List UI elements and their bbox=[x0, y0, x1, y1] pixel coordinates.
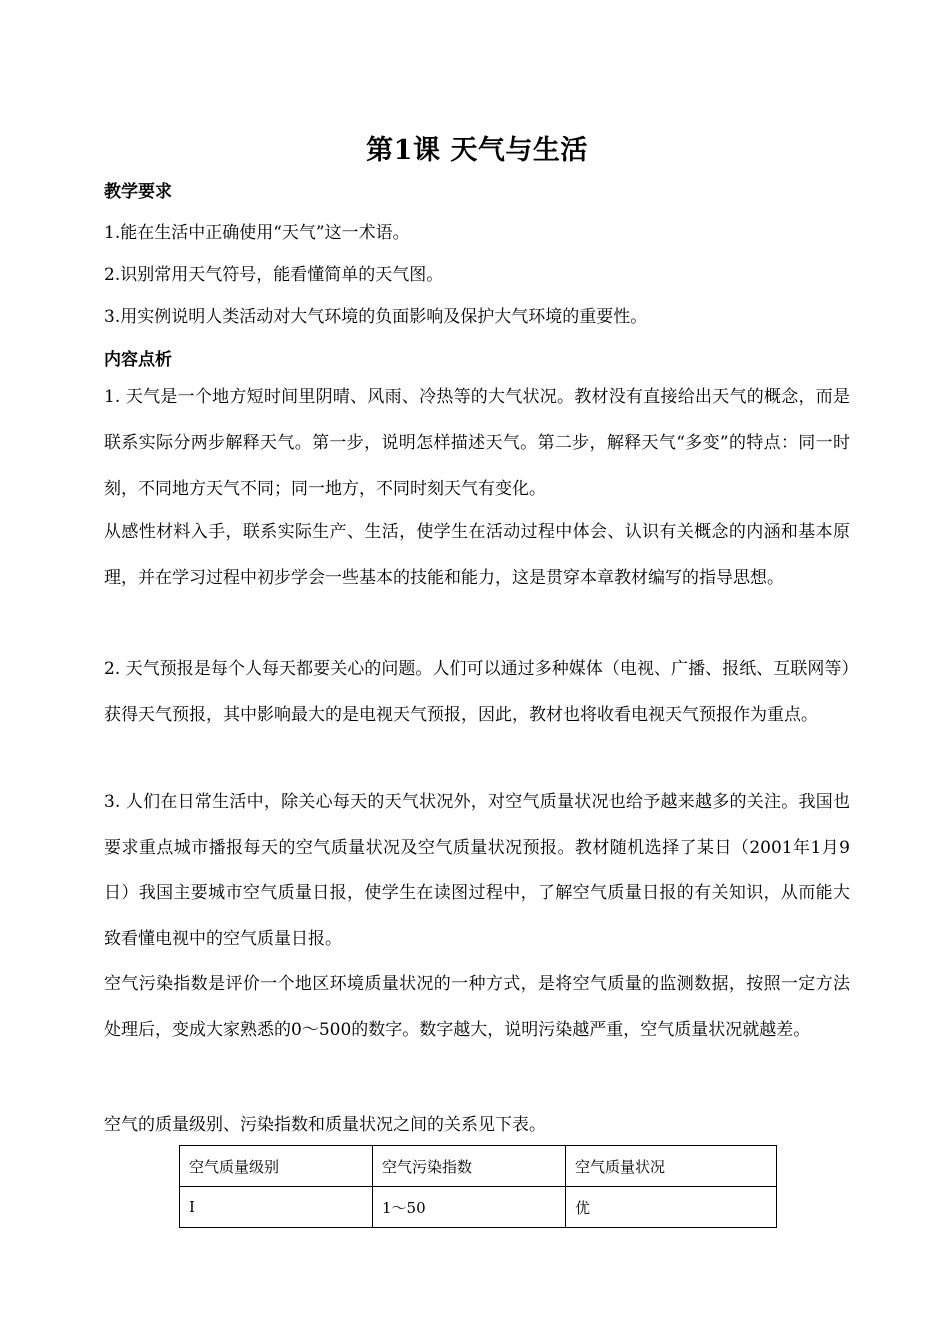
table-header-cell: 空气污染指数 bbox=[373, 1146, 566, 1187]
paragraph-teaching-principle: 从感性材料入手，联系实际生产、生活，使学生在活动过程中体会、认识有关概念的内涵和基本原理，并在学习过程中初步学会一些基本的技能和能力，这是贯穿本章教材编写的指导思想。 bbox=[104, 522, 850, 588]
paragraph-weather-definition: 1. 天气是一个地方短时间里阴晴、风雨、冷热等的大气状况。教材没有直接给出天气的概念，而是联系实际分两步解释天气。第一步，说明怎样描述天气。第二步，解释天气“多变”的特点：同一时刻，不同地方天气不同；同一地方，不同时刻天气有变化。 bbox=[104, 387, 850, 499]
table-cell: Ⅰ bbox=[180, 1187, 373, 1228]
table-cell: 1～50 bbox=[373, 1187, 566, 1228]
requirement-item-2: 2.识别常用天气符号，能看懂简单的天气图。 bbox=[104, 265, 444, 285]
section-heading-analysis: 内容点析 bbox=[104, 350, 172, 370]
table-cell: 优 bbox=[566, 1187, 777, 1228]
paragraph-table-intro: 空气的质量级别、污染指数和质量状况之间的关系见下表。 bbox=[104, 1115, 546, 1135]
requirement-item-1: 1.能在生活中正确使用“天气”这一术语。 bbox=[104, 223, 410, 243]
requirement-item-3: 3.用实例说明人类活动对大气环境的负面影响及保护大气环境的重要性。 bbox=[104, 307, 648, 327]
paragraph-air-quality-report: 3. 人们在日常生活中，除关心每天的天气状况外，对空气质量状况也给予越来越多的关注。我国也要求重点城市播报每天的空气质量状况及空气质量状况预报。教材随机选择了某日（2001年1月9日）我国主要城市空气质量日报，使学生在读图过程中，了解空气质量日报的有关知识，从而能大致看懂电视中的空气质量日报。 bbox=[104, 792, 850, 949]
table-header-cell: 空气质量状况 bbox=[566, 1146, 777, 1187]
table-header-row bbox=[180, 1146, 777, 1187]
table-header-cell: 空气质量级别 bbox=[180, 1146, 373, 1187]
table-row bbox=[180, 1187, 777, 1228]
paragraph-weather-forecast: 2. 天气预报是每个人每天都要关心的问题。人们可以通过多种媒体（电视、广播、报纸、互联网等）获得天气预报，其中影响最大的是电视天气预报，因此，教材也将收看电视天气预报作为重点。 bbox=[104, 659, 850, 725]
page-title: 第1课 天气与生活 bbox=[366, 135, 588, 166]
section-heading-requirements: 教学要求 bbox=[104, 182, 172, 202]
paragraph-pollution-index: 空气污染指数是评价一个地区环境质量状况的一种方式，是将空气质量的监测数据，按照一定方法处理后，变成大家熟悉的0～500的数字。数字越大，说明污染越严重，空气质量状况就越差。 bbox=[104, 974, 850, 1040]
air-quality-table bbox=[179, 1145, 777, 1228]
